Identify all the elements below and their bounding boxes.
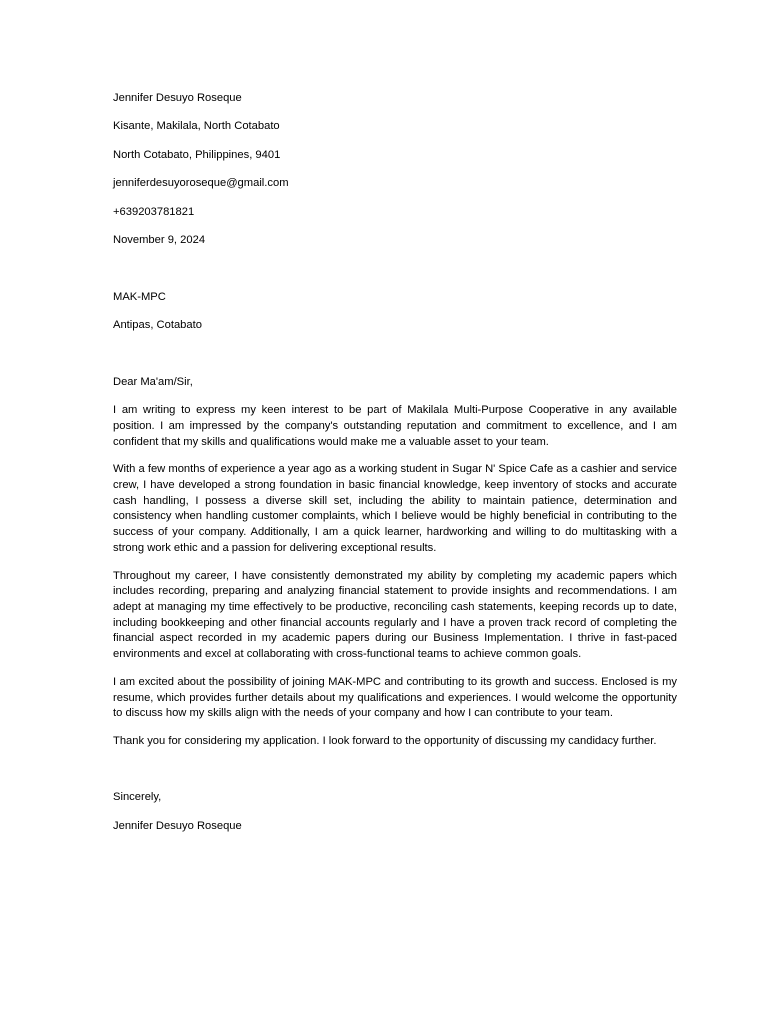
- recipient-block: [113, 290, 677, 334]
- cover-letter-page: [113, 91, 677, 847]
- salutation: Dear Ma'am/Sir,: [113, 375, 193, 388]
- letter-body: [113, 403, 677, 750]
- body-paragraph-4: I am excited about the possibility of joining MAK-MPC and contributing to its growth and success. Enclosed is my resume, which provides further details about my qualifications and experiences. I would welcome the opportunity to discuss how my skills align with the needs of your company and how I can contribute to your team.: [113, 675, 677, 720]
- spacer: [113, 261, 677, 289]
- body-paragraph-3: Throughout my career, I have consistently demonstrated my ability by completing my academic papers which includes recording, preparing and analyzing financial statement to provide insights and recommendations. I am adept at managing my time effectively to be productive, reconciling cash statements, keeping records up to date, including bookkeeping and other financial accounts regularly and I have a proven track record of completing the financial aspect recorded in my academic papers during our Business Implementation. I thrive in fast-paced environments and excel at collaborating with cross-functional teams to achieve common goals.: [113, 569, 677, 661]
- recipient-organization: MAK-MPC: [113, 290, 166, 303]
- body-paragraph-5: Thank you for considering my application. I look forward to the opportunity of discussing my candidacy further.: [113, 735, 657, 748]
- spacer: [113, 346, 677, 374]
- sender-address-line1: Kisante, Makilala, North Cotabato: [113, 120, 280, 133]
- closing: Sincerely,: [113, 791, 162, 804]
- spacer: [113, 762, 677, 790]
- sender-block: [113, 91, 677, 249]
- letter-date: November 9, 2024: [113, 233, 206, 246]
- body-paragraph-2: With a few months of experience a year ago as a working student in Sugar N' Spice Cafe as a cashier and service crew, I have developed a strong foundation in basic financial knowledge, keep inventory of stocks and accurate cash handling, I possess a diverse skill set, including the ability to maintain patience, determination and consistency when handling customer complaints, which I believe would be highly beneficial in contributing to the success of your company. Additionally, I am a quick learner, hardworking and willing to do multitasking with a strong work ethic and a passion for delivering exceptional results.: [113, 463, 677, 554]
- sender-address-line2: North Cotabato, Philippines, 9401: [113, 148, 281, 161]
- sender-email: jenniferdesuyoroseque@gmail.com: [113, 177, 289, 190]
- signature-name: Jennifer Desuyo Roseque: [113, 819, 242, 832]
- recipient-address: Antipas, Cotabato: [113, 319, 202, 332]
- sender-name: Jennifer Desuyo Roseque: [113, 92, 242, 104]
- sender-phone: +639203781821: [113, 205, 195, 218]
- body-paragraph-1: I am writing to express my keen interest to be part of Makilala Multi-Purpose Cooperative in any available position. I am impressed by the company's outstanding reputation and commitment to excellence, and I am confident that my skills and qualifications would make me a valuable asset to your team.: [113, 404, 677, 448]
